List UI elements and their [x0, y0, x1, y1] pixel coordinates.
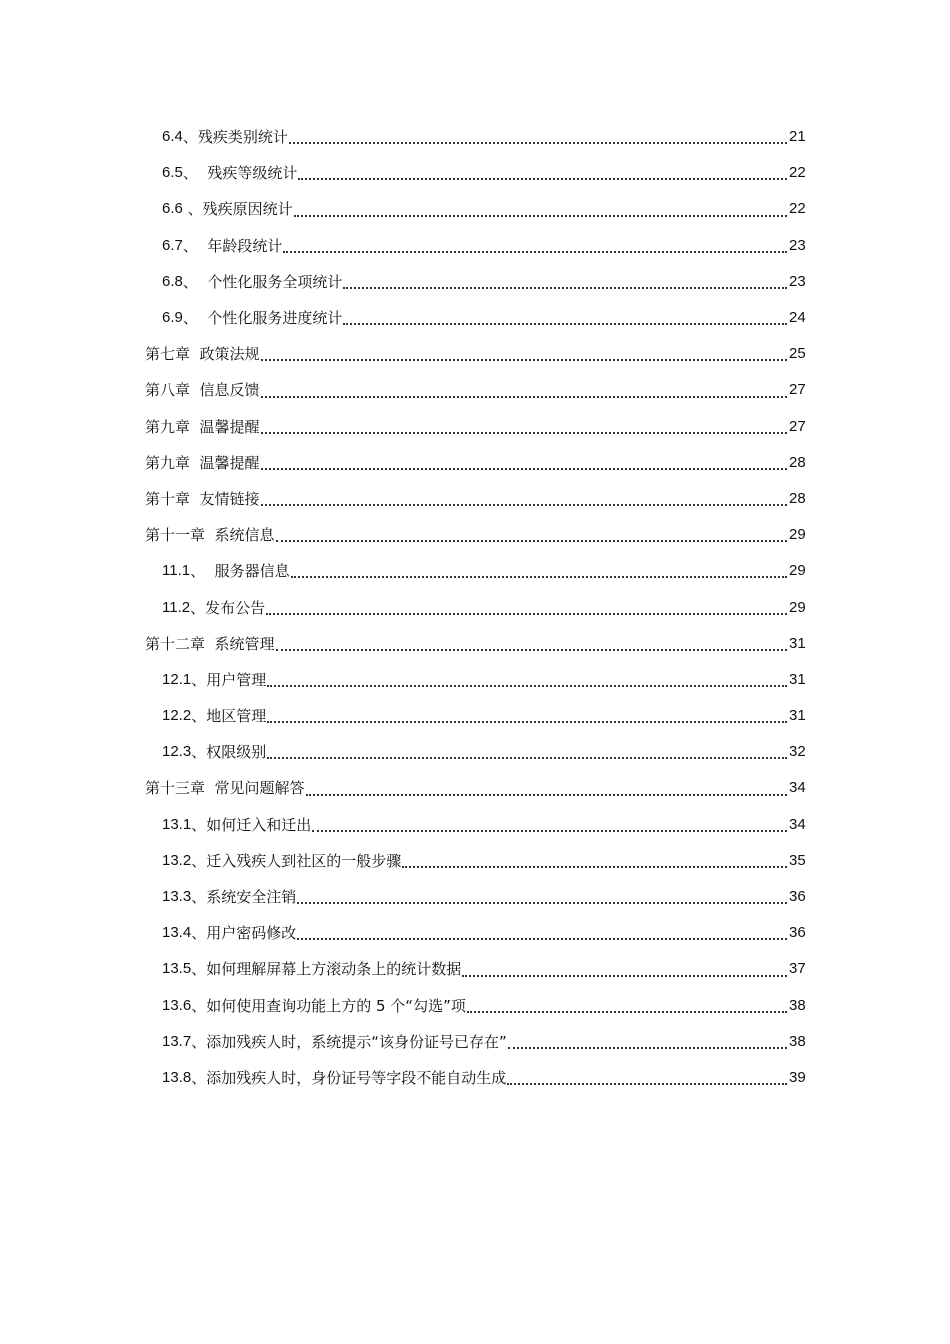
dot-leader	[291, 575, 787, 578]
toc-entry-title: 第十章 友情链接	[145, 489, 260, 508]
dot-leader	[294, 214, 787, 217]
toc-entry-number: 6.9	[162, 309, 183, 327]
toc-entry-separator: 、	[182, 200, 203, 219]
toc-entry-page-number: 29	[789, 526, 806, 544]
toc-entry[interactable]	[0, 589, 950, 625]
toc-entry[interactable]	[0, 372, 950, 408]
toc-entry[interactable]	[0, 336, 950, 372]
toc-entry-title: 个性化服务进度统计	[207, 309, 343, 328]
toc-entry-title: 第八章 信息反馈	[145, 381, 260, 400]
dot-leader	[343, 322, 787, 325]
toc-entry[interactable]	[0, 1024, 950, 1060]
toc-entry[interactable]	[0, 191, 950, 227]
toc-entry-page-number: 25	[789, 345, 806, 363]
toc-entry[interactable]	[0, 698, 950, 734]
toc-entry[interactable]	[0, 734, 950, 770]
toc-entry-title: 发布公告	[205, 598, 266, 617]
toc-entry-title: 权限级别	[206, 743, 267, 762]
toc-entry-title: 服务器信息	[214, 562, 290, 581]
toc-entry-title: 第十一章 系统信息	[145, 526, 275, 545]
toc-entry-title: 年龄段统计	[207, 236, 283, 255]
toc-entry[interactable]	[0, 879, 950, 915]
dot-leader	[312, 829, 787, 832]
dot-leader	[289, 141, 787, 144]
toc-entry-title: 第十三章 常见问题解答	[145, 779, 305, 798]
toc-entry-number: 11.2	[162, 598, 191, 616]
toc-entry-separator: 、	[191, 670, 207, 689]
dot-leader	[283, 250, 787, 253]
dot-leader	[266, 612, 787, 615]
toc-entry-title: 残疾等级统计	[207, 164, 298, 183]
toc-entry-page-number: 27	[789, 417, 806, 435]
toc-entry[interactable]	[0, 264, 950, 300]
toc-entry-separator: 、	[191, 888, 207, 907]
dot-leader	[508, 1046, 787, 1049]
toc-entry-title: 第十二章 系统管理	[145, 634, 275, 653]
toc-entry[interactable]	[0, 951, 950, 987]
toc-entry-number: 13.2	[162, 851, 192, 869]
toc-entry-page-number: 35	[789, 851, 806, 869]
dot-leader	[462, 974, 787, 977]
toc-entry[interactable]	[0, 553, 950, 589]
toc-entry[interactable]	[0, 843, 950, 879]
toc-entry-title: 如何使用查询功能上方的 5 个“勾选”项	[206, 996, 466, 1015]
toc-entry-page-number: 31	[789, 634, 806, 652]
toc-entry-page-number: 34	[789, 815, 806, 833]
toc-entry[interactable]	[0, 409, 950, 445]
toc-entry-number: 12.2	[162, 707, 192, 725]
toc-entry-title: 第九章 温馨提醒	[145, 453, 260, 472]
toc-entry-title: 个性化服务全项统计	[207, 272, 343, 291]
toc-entry[interactable]	[0, 1060, 950, 1096]
toc-entry-page-number: 36	[789, 888, 806, 906]
toc-entry-separator: 、	[182, 236, 208, 255]
dot-leader	[402, 865, 787, 868]
toc-entry-page-number: 22	[789, 200, 806, 218]
toc-entry-page-number: 32	[789, 743, 806, 761]
toc-entry-number: 6.6	[162, 200, 183, 218]
toc-entry-title: 添加残疾人时，系统提示“该身份证号已存在”	[206, 1032, 507, 1051]
table-of-contents	[0, 119, 950, 1096]
toc-entry-page-number: 36	[789, 924, 806, 942]
dot-leader	[267, 756, 787, 759]
toc-entry-title: 地区管理	[206, 707, 267, 726]
toc-entry-separator: 、	[191, 1032, 207, 1051]
toc-entry[interactable]	[0, 119, 950, 155]
toc-entry-page-number: 23	[789, 236, 806, 254]
toc-entry-separator: 、	[191, 815, 207, 834]
toc-entry-number: 13.3	[162, 888, 192, 906]
toc-entry-separator: 、	[190, 562, 215, 581]
toc-entry-separator: 、	[191, 707, 207, 726]
toc-entry-number: 6.4	[162, 128, 183, 146]
dot-leader	[507, 1082, 787, 1085]
toc-entry-number: 13.6	[162, 996, 192, 1014]
dot-leader	[261, 503, 787, 506]
dot-leader	[261, 431, 787, 434]
toc-entry-number: 12.3	[162, 743, 192, 761]
dot-leader	[306, 793, 787, 796]
dot-leader	[261, 358, 787, 361]
toc-entry-title: 用户密码修改	[206, 924, 297, 943]
toc-entry-title: 添加残疾人时，身份证号等字段不能自动生成	[206, 1068, 507, 1087]
toc-entry-number: 13.1	[162, 815, 192, 833]
toc-entry-page-number: 38	[789, 1032, 806, 1050]
dot-leader	[297, 901, 787, 904]
toc-entry-number: 11.1	[162, 562, 191, 580]
toc-entry-number: 13.7	[162, 1032, 192, 1050]
toc-entry-page-number: 31	[789, 670, 806, 688]
toc-entry-page-number: 29	[789, 598, 806, 616]
toc-entry-page-number: 22	[789, 164, 806, 182]
toc-entry-title: 第七章 政策法规	[145, 345, 260, 364]
dot-leader	[276, 648, 787, 651]
toc-entry-separator: 、	[191, 851, 207, 870]
dot-leader	[276, 539, 787, 542]
toc-entry[interactable]	[0, 300, 950, 336]
toc-entry[interactable]	[0, 626, 950, 662]
toc-entry-number: 13.4	[162, 924, 192, 942]
toc-entry-page-number: 31	[789, 707, 806, 725]
toc-entry-page-number: 24	[789, 309, 806, 327]
toc-entry-page-number: 38	[789, 996, 806, 1014]
toc-entry-number: 13.5	[162, 960, 192, 978]
toc-entry-page-number: 29	[789, 562, 806, 580]
dot-leader	[261, 395, 787, 398]
toc-entry-page-number: 28	[789, 453, 806, 471]
dot-leader	[297, 937, 787, 940]
dot-leader	[343, 286, 787, 289]
toc-entry-page-number: 39	[789, 1068, 806, 1086]
toc-entry-title: 用户管理	[206, 670, 267, 689]
toc-entry-page-number: 37	[789, 960, 806, 978]
dot-leader	[267, 720, 787, 723]
toc-entry-separator: 、	[191, 1068, 207, 1087]
toc-entry[interactable]	[0, 662, 950, 698]
toc-entry-number: 13.8	[162, 1068, 192, 1086]
dot-leader	[267, 684, 787, 687]
toc-entry-number: 12.1	[162, 670, 192, 688]
toc-entry[interactable]	[0, 915, 950, 951]
toc-entry[interactable]	[0, 445, 950, 481]
toc-entry-title: 如何迁入和迁出	[206, 815, 312, 834]
toc-entry-title: 系统安全注销	[206, 888, 297, 907]
toc-entry-title: 第九章 温馨提醒	[145, 417, 260, 436]
dot-leader	[261, 467, 787, 470]
toc-entry-separator: 、	[191, 996, 207, 1015]
toc-entry[interactable]	[0, 481, 950, 517]
toc-entry-title: 残疾原因统计	[202, 200, 293, 219]
toc-entry[interactable]	[0, 807, 950, 843]
toc-entry[interactable]	[0, 228, 950, 264]
toc-entry-number: 6.7	[162, 236, 183, 254]
dot-leader	[298, 177, 787, 180]
toc-entry-page-number: 34	[789, 779, 806, 797]
toc-entry[interactable]	[0, 155, 950, 191]
toc-entry-title: 残疾类别统计	[197, 128, 288, 147]
toc-entry-page-number: 28	[789, 489, 806, 507]
toc-entry-separator: 、	[190, 598, 206, 617]
toc-entry[interactable]	[0, 517, 950, 553]
dot-leader	[467, 1010, 787, 1013]
toc-entry-separator: 、	[191, 924, 207, 943]
toc-entry[interactable]	[0, 988, 950, 1024]
toc-entry-separator: 、	[182, 128, 198, 147]
toc-entry-separator: 、	[191, 743, 207, 762]
toc-entry-page-number: 21	[789, 128, 806, 146]
toc-entry-separator: 、	[182, 164, 208, 183]
toc-entry-number: 6.8	[162, 272, 183, 290]
toc-entry-separator: 、	[191, 960, 207, 979]
toc-entry-number: 6.5	[162, 164, 183, 182]
toc-entry-page-number: 23	[789, 272, 806, 290]
toc-entry[interactable]	[0, 770, 950, 806]
toc-entry-title: 如何理解屏幕上方滚动条上的统计数据	[206, 960, 462, 979]
toc-entry-separator: 、	[182, 272, 208, 291]
toc-entry-title: 迁入残疾人到社区的一般步骤	[206, 851, 402, 870]
toc-entry-separator: 、	[182, 309, 208, 328]
toc-entry-page-number: 27	[789, 381, 806, 399]
